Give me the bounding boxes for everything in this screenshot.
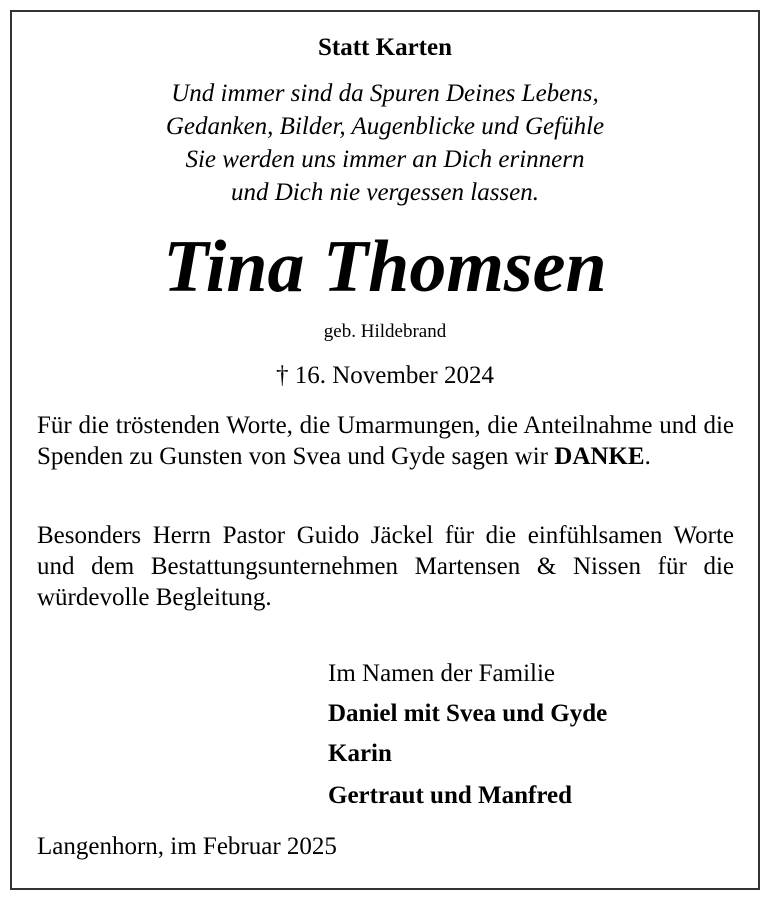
signature-intro: Im Namen der Familie [328,660,556,687]
poem-line-1: Und immer sind da Spuren Deines Lebens, [171,80,599,107]
maiden-name: geb. Hildebrand [323,321,447,342]
special-thanks-paragraph: Besonders Herrn Pastor Guido Jäckel für die einfühlsamen Worte und dem Bestattungsunternehmen Martensen & Nissen für die würdevolle Begleitung. [37,522,734,611]
thanks-paragraph [37,410,734,472]
notice-heading: Statt Karten [318,34,452,61]
signature-name-1: Daniel mit Svea und Gyde [328,700,608,727]
signature-name-2: Karin [328,740,392,767]
thanks-emphasis: DANKE [554,443,645,470]
poem-line-3: Sie werden uns immer an Dich erinnern [185,146,585,173]
poem-line-2: Gedanken, Bilder, Augenblicke und Gefühle [165,113,605,140]
place-and-date: Langenhorn, im Februar 2025 [37,833,337,860]
signature-name-3: Gertraut und Manfred [328,782,572,809]
thanks-text: Für die tröstenden Worte, die Umarmungen, die Anteilnahme und die Spenden zu Gunsten von Svea und Gyde sagen wir [37,412,734,470]
poem-line-4: und Dich nie vergessen lassen. [230,179,540,206]
deceased-name: Tina Thomsen [163,226,607,308]
death-date: † 16. November 2024 [275,362,495,389]
thanks-punctuation: . [644,443,651,470]
